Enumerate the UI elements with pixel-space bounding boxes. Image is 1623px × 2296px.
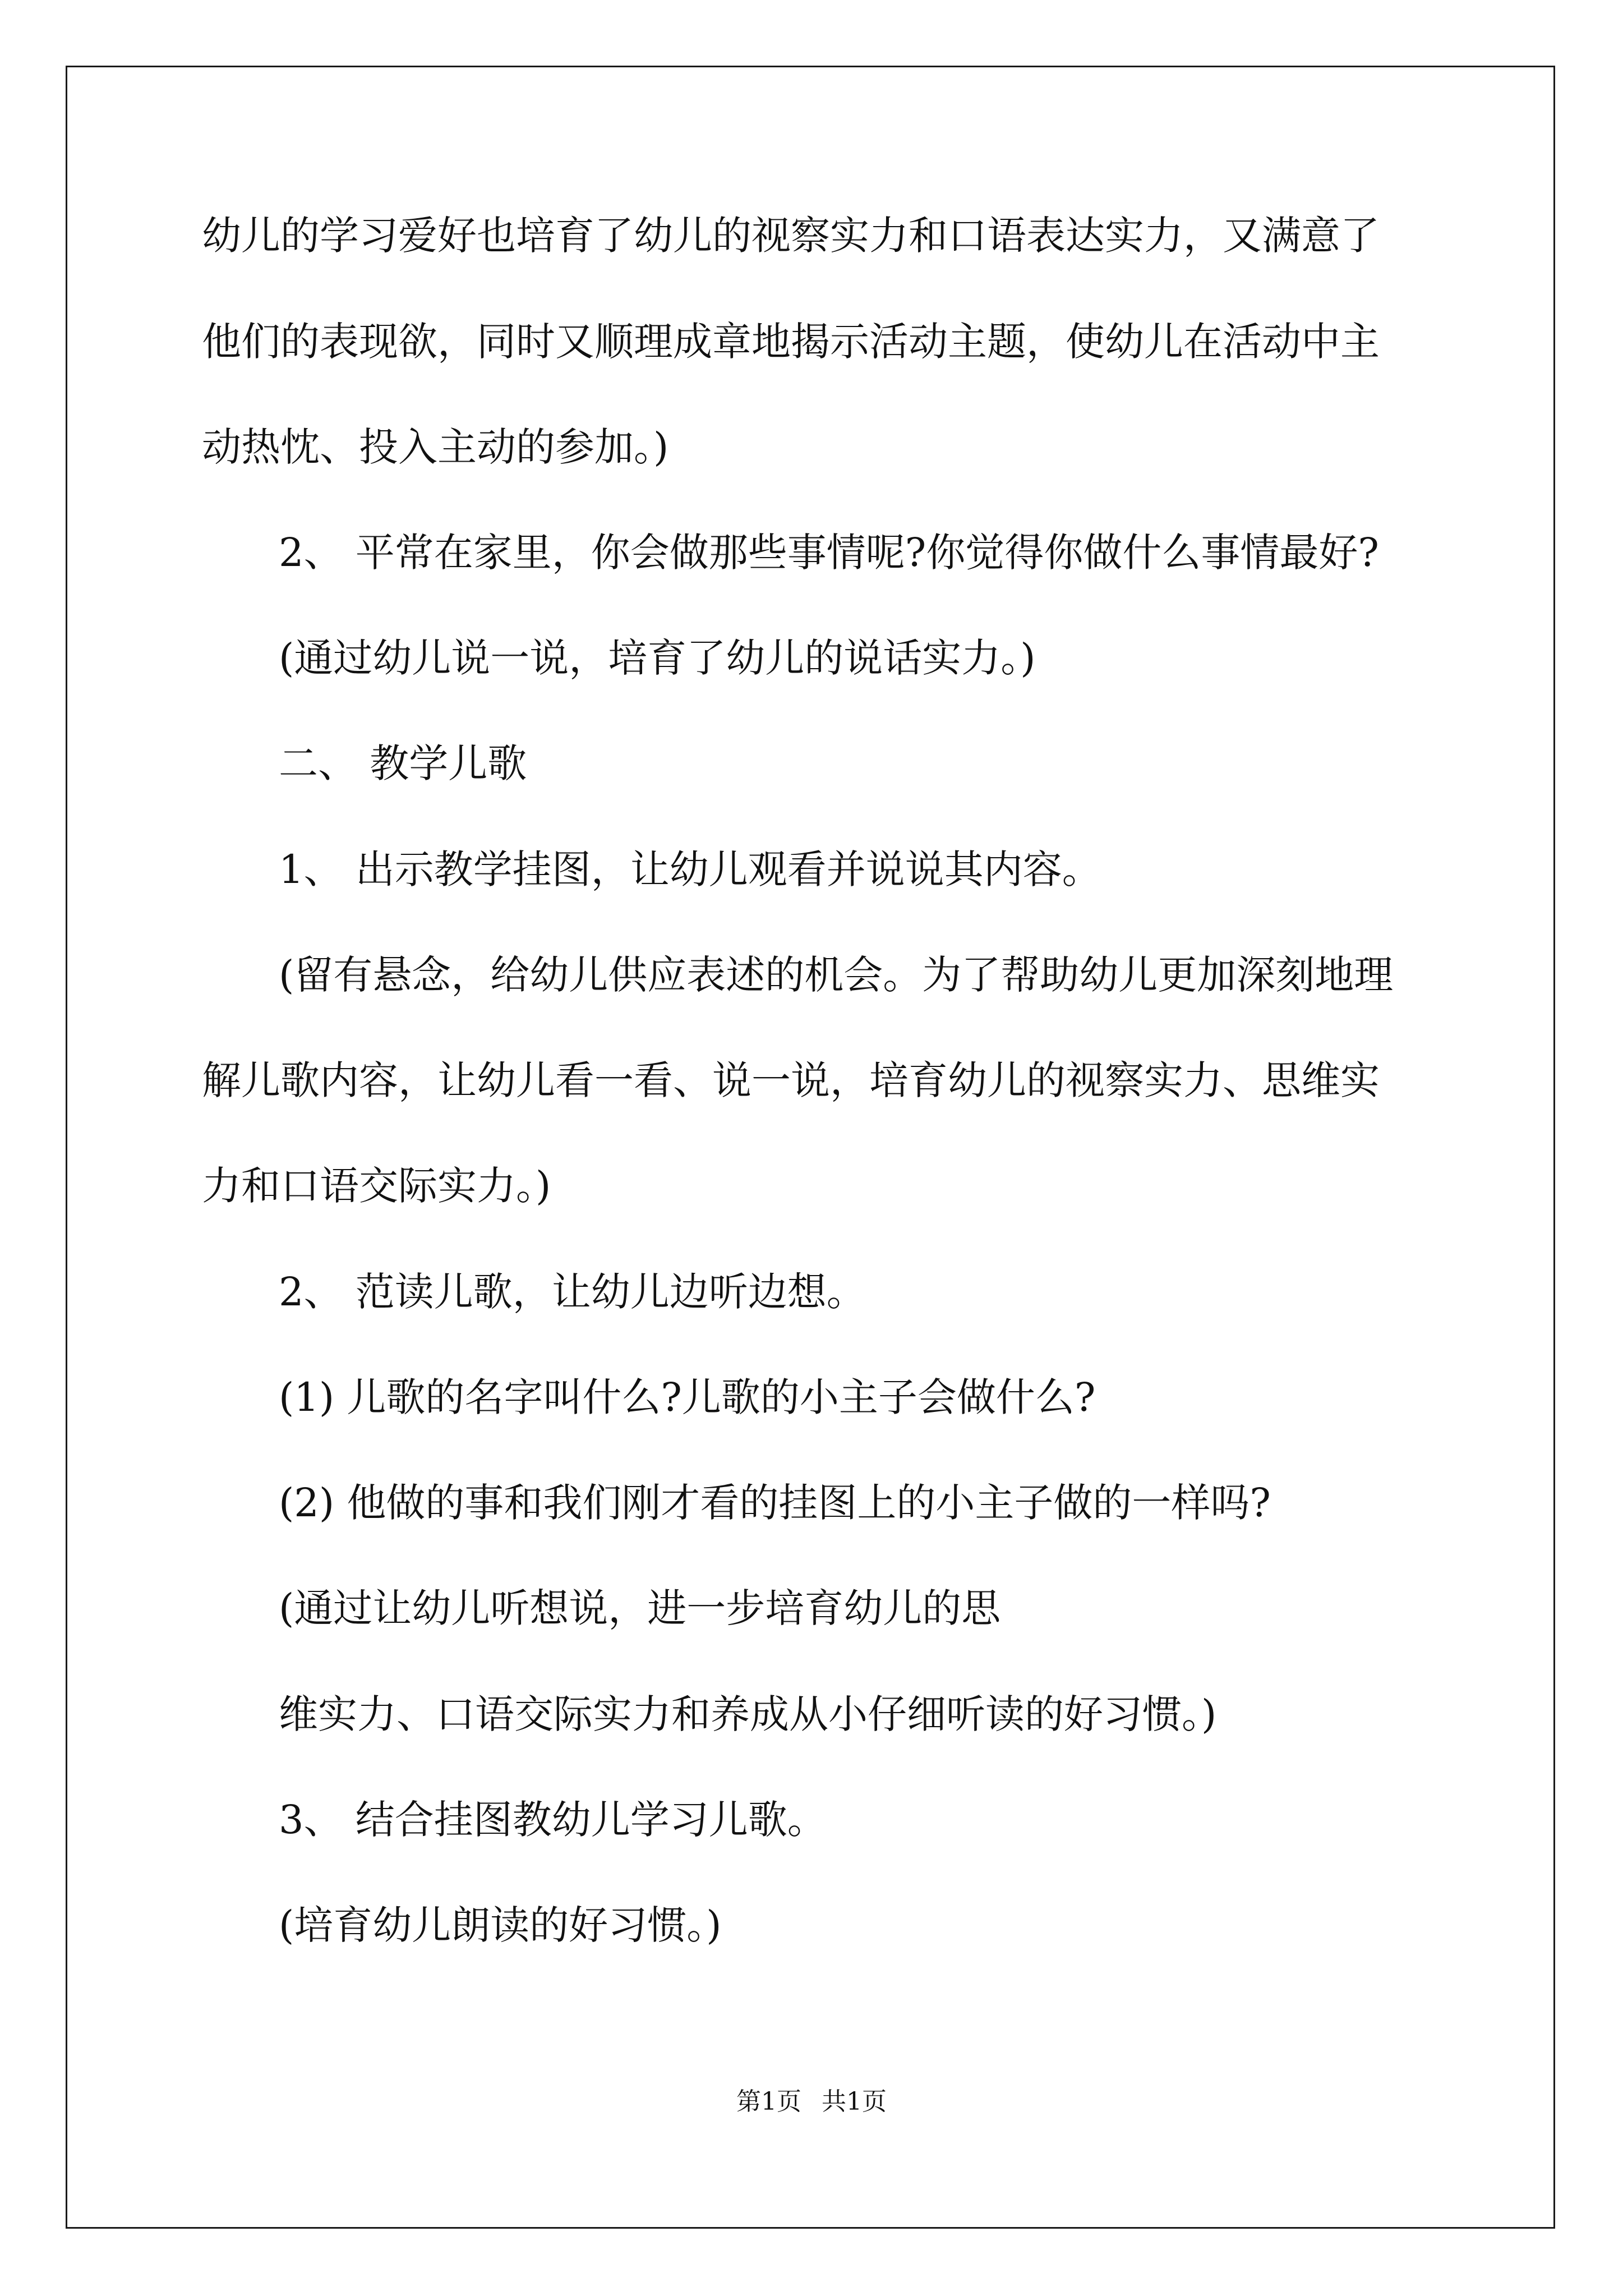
page-total: 共1页	[822, 2087, 887, 2116]
page-footer	[0, 2088, 1623, 2116]
list-item: (1) 儿歌的名字叫什么?儿歌的小主子会做什么?	[279, 1374, 1096, 1420]
page-number: 第1页	[736, 2087, 801, 2116]
list-item: (2) 他做的事和我们刚才看的挂图上的小主子做的一样吗?	[279, 1480, 1271, 1526]
list-item: 2、 平常在家里，你会做那些事情呢?你觉得你做什么事情最好?	[279, 530, 1379, 576]
paragraph-line: 解儿歌内容，让幼儿看一看、说一说，培育幼儿的视察实力、思维实	[202, 1057, 1380, 1103]
list-item: 2、 范读儿歌，让幼儿边听边想。	[279, 1269, 866, 1315]
paragraph-line: (培育幼儿朗读的好习惯。)	[279, 1902, 722, 1948]
list-item: 1、 出示教学挂图，让幼儿观看并说说其内容。	[279, 846, 1101, 892]
paragraph-line: (通过让幼儿听想说，进一步培育幼儿的思	[279, 1585, 1001, 1631]
paragraph-line: (留有悬念，给幼儿供应表述的机会。为了帮助幼儿更加深刻地理	[279, 952, 1394, 998]
section-heading: 二、 教学儿歌	[279, 740, 527, 786]
list-item: 3、 结合挂图教幼儿学习儿歌。	[279, 1797, 827, 1843]
paragraph-line: (通过幼儿说一说，培育了幼儿的说话实力。)	[279, 635, 1036, 681]
paragraph-line: 幼儿的学习爱好也培育了幼儿的视察实力和口语表达实力，又满意了	[202, 213, 1380, 259]
paragraph-line: 动热忱、投入主动的参加。)	[202, 424, 669, 470]
paragraph-line: 维实力、口语交际实力和养成从小仔细听读的好习惯。)	[279, 1691, 1217, 1737]
paragraph-line: 力和口语交际实力。)	[202, 1163, 551, 1209]
paragraph-line: 他们的表现欲，同时又顺理成章地揭示活动主题，使幼儿在活动中主	[202, 319, 1380, 365]
